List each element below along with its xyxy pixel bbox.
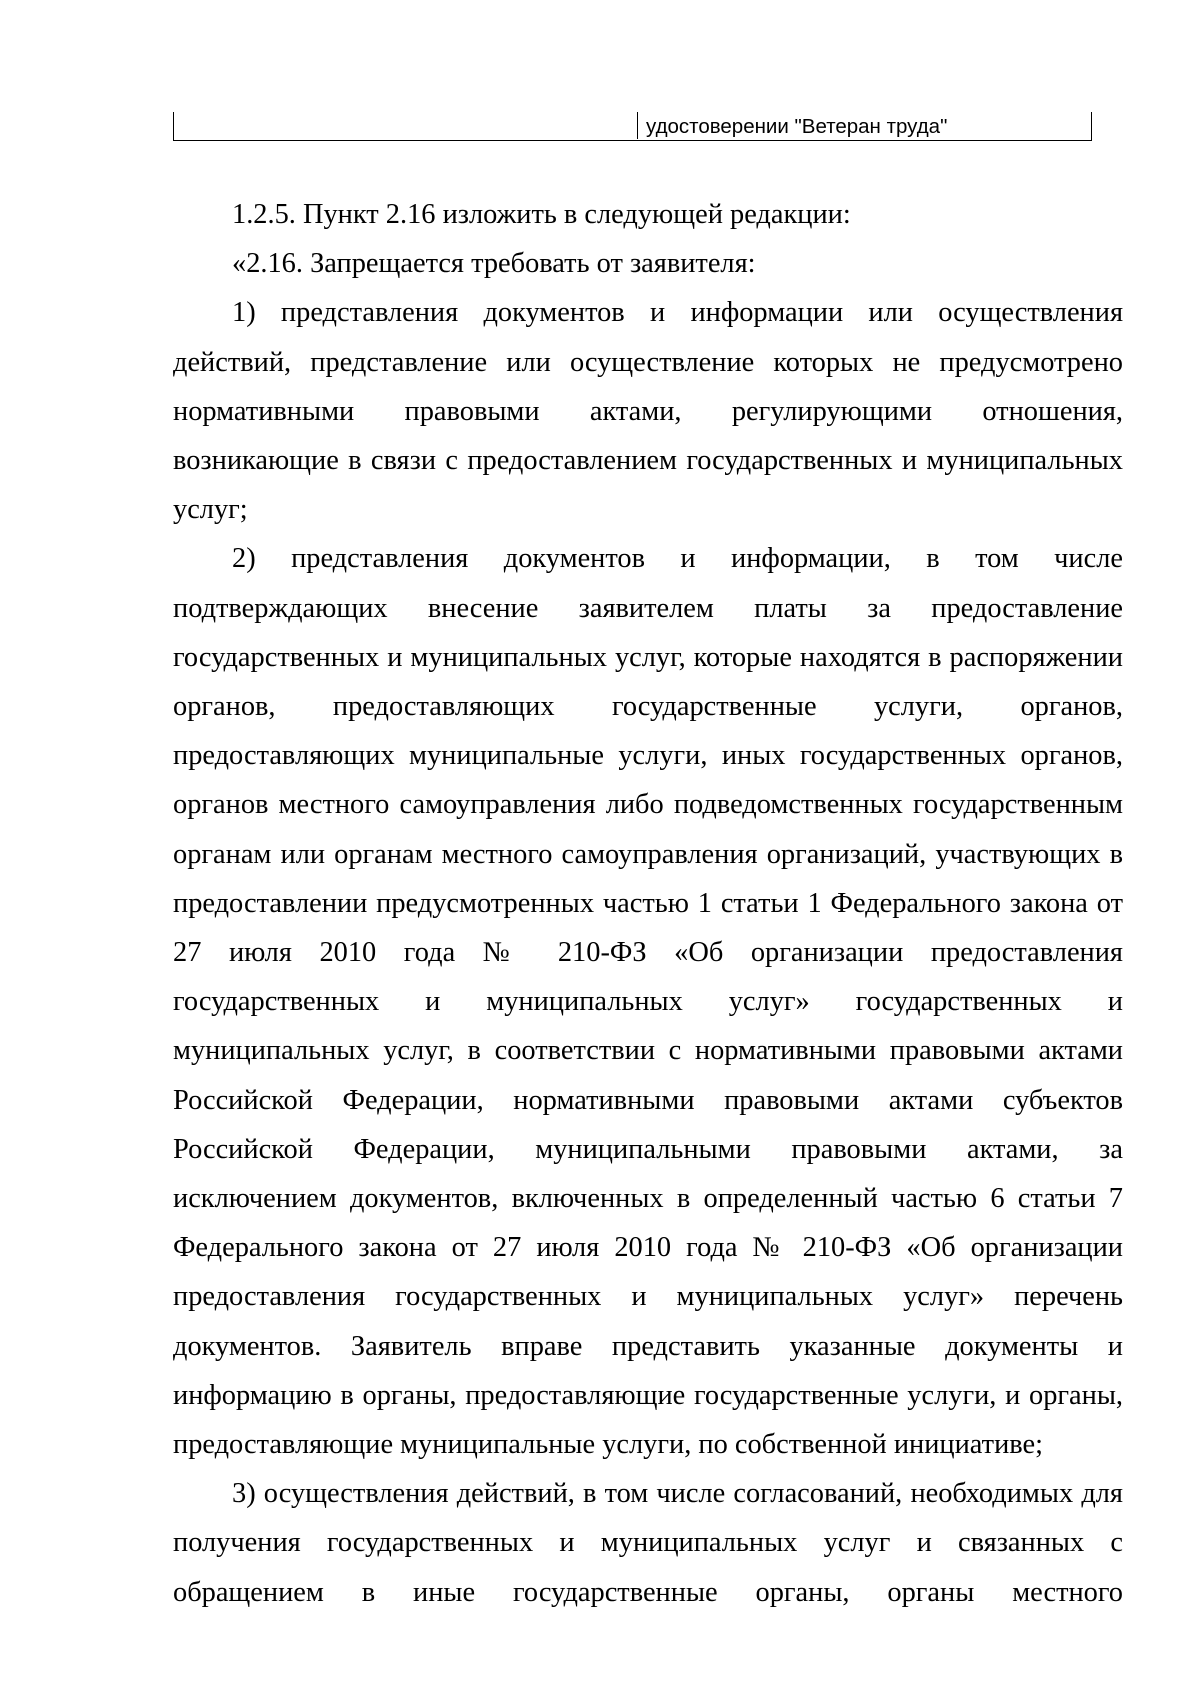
document-body (173, 190, 1123, 1617)
table-cell-divider (637, 112, 638, 139)
table-cell-text: удостоверении "Ветеран труда" (646, 115, 948, 138)
paragraph-item-3: 3) осуществления действий, в том числе согласований, необходимых для получения государственных и муниципальных услуг и связанных с обращением в иные государственные органы, органы местного (173, 1478, 1123, 1608)
paragraph-clause-intro: «2.16. Запрещается требовать от заявителя: (232, 248, 756, 280)
table-fragment (173, 112, 1092, 141)
paragraph-item-1: 1) представления документов и информации или осуществления действий, представление или осуществление которых не предусмотрено нормативными правовыми актами, регулирующими отношения, возникающие в связи с предоставлением государственных и муниципальных услуг; (173, 297, 1123, 526)
paragraph-item-2: 2) представления документов и информации, в том числе подтверждающих внесение заявителем платы за предоставление государственных и муниципальных услуг, которые находятся в распоряжении органов, предоставляющих государственные услуги, органов, предоставляющих муниципальные услуги, иных государственных органов, органов местного самоуправления либо подведомственных государственным органам или органам местного самоуправления организаций, участвующих в предоставлении предусмотренных частью 1 статьи 1 Федерального закона от 27 июля 2010 года № 210-ФЗ «Об организации предоставления государственных и муниципальных услуг» государственных и муниципальных услуг, в соответствии с нормативными правовыми актами Российской Федерации, нормативными правовыми актами субъектов Российской Федерации, муниципальными правовыми актами, за исключением документов, включенных в определенный частью 6 статьи 7 Федерального закона от 27 июля 2010 года № 210-ФЗ «Об организации предоставления государственных и муниципальных услуг» перечень документов. Заявитель вправе представить указанные документы и информацию в органы, предоставляющие государственные услуги, и органы, предоставляющие муниципальные услуги, по собственной инициативе; (173, 543, 1123, 1461)
paragraph-amendment-heading: 1.2.5. Пункт 2.16 изложить в следующей редакции: (232, 199, 851, 230)
